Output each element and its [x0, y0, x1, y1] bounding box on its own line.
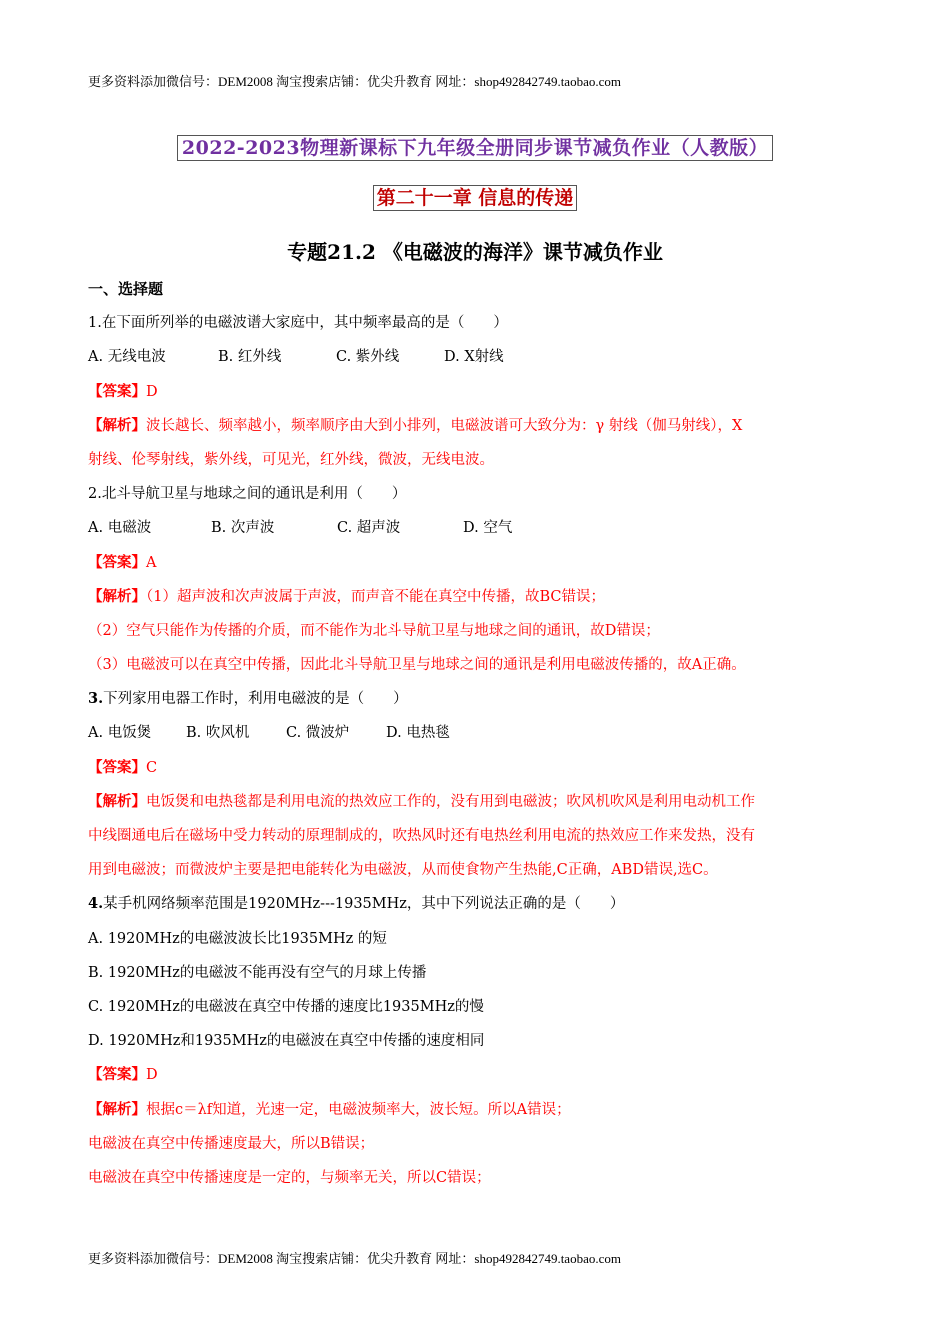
q1-option-a: A. 无线电波: [88, 349, 166, 366]
question-2-analysis-line: （2）空气只能作为传播的介质，而不能作为北斗导航卫星与地球之间的通讯，故D错误；: [88, 622, 660, 639]
q3-option-d: D. 电热毯: [386, 725, 450, 742]
topic-title: 专题21.2 《电磁波的海洋》课节减负作业: [287, 240, 663, 264]
question-2-analysis-line: [88, 580, 868, 614]
topic-title-row: [0, 236, 950, 265]
q1-option-b: B. 红外线: [218, 349, 282, 366]
section-heading: 一、选择题: [88, 280, 164, 298]
analysis-text: 波长越长、频率越小，频率顺序由大到小排列，电磁波谱可大致分为：γ 射线（伽马射线），X: [146, 417, 743, 434]
analysis-text: （1）超声波和次声波属于声波，而声音不能在真空中传播，故BC错误；: [146, 588, 605, 605]
question-2-stem: 2.北斗导航卫星与地球之间的通讯是利用（ ）: [88, 486, 407, 503]
answer-tag: 【答案】: [88, 382, 146, 400]
answer-value: D: [146, 383, 158, 400]
question-number: 4.: [88, 895, 104, 913]
question-2-options: [88, 511, 868, 545]
answer-tag: 【答案】: [88, 1066, 146, 1084]
series-title-row: [0, 135, 950, 161]
page-header: 更多资料添加微信号：DEM2008 淘宝搜索店铺：优尖升教育 网址：shop492842749.taobao.com: [88, 74, 621, 89]
question-3-options: [88, 716, 868, 750]
analysis-tag: 【解析】: [88, 1100, 146, 1118]
question-4-analysis-line: 电磁波在真空中传播速度是一定的，与频率无关，所以C错误；: [88, 1169, 491, 1186]
series-title: 2022-2023物理新课标下九年级全册同步课节减负作业（人教版）: [177, 135, 773, 161]
q3-option-a: A. 电饭煲: [88, 725, 152, 742]
q4-option-b: B. 1920MHz的电磁波不能再没有空气的月球上传播: [88, 964, 427, 981]
question-text: 某手机网络频率范围是1920MHz---1935MHz，其中下列说法正确的是（ ）: [103, 896, 625, 913]
chapter-title: 第二十一章 信息的传递: [373, 185, 578, 211]
analysis-text: 电饭煲和电热毯都是利用电流的热效应工作的，没有用到电磁波；吹风机吹风是利用电动机工作: [146, 793, 755, 810]
analysis-tag: 【解析】: [88, 587, 146, 605]
answer-value: A: [146, 554, 157, 571]
question-1-answer: [88, 375, 868, 409]
q3-option-c: C. 微波炉: [286, 725, 350, 742]
question-1-stem: 1.在下面所列举的电磁波谱大家庭中，其中频率最高的是（ ）: [88, 315, 508, 332]
question-4-stem: [88, 887, 868, 921]
answer-tag: 【答案】: [88, 758, 146, 776]
question-1-analysis-line: 射线、伦琴射线，紫外线，可见光，红外线，微波，无线电波。: [88, 451, 494, 468]
analysis-tag: 【解析】: [88, 416, 146, 434]
question-4-answer: [88, 1058, 868, 1092]
q4-option-c: C. 1920MHz的电磁波在真空中传播的速度比1935MHz的慢: [88, 998, 484, 1015]
chapter-title-row: [0, 185, 950, 211]
analysis-tag: 【解析】: [88, 792, 146, 810]
answer-tag: 【答案】: [88, 553, 146, 571]
page-footer: 更多资料添加微信号：DEM2008 淘宝搜索店铺：优尖升教育 网址：shop492842749.taobao.com: [88, 1251, 621, 1266]
document-body: [88, 272, 868, 1195]
q2-option-c: C. 超声波: [337, 520, 401, 537]
answer-value: D: [146, 1067, 158, 1084]
question-number: 3.: [88, 690, 104, 708]
q1-option-c: C. 紫外线: [336, 349, 400, 366]
analysis-text: 根据c＝λf知道，光速一定，电磁波频率大，波长短。所以A错误；: [146, 1101, 571, 1118]
question-3-analysis-line: [88, 785, 868, 819]
question-3-analysis-line: 用到电磁波；而微波炉主要是把电能转化为电磁波，从而使食物产生热能,C正确，ABD错误,选C。: [88, 862, 718, 879]
q2-option-a: A. 电磁波: [88, 520, 152, 537]
question-1-analysis-line: [88, 409, 868, 443]
q2-option-d: D. 空气: [463, 520, 513, 537]
question-3-answer: [88, 751, 868, 785]
question-4-analysis-line: 电磁波在真空中传播速度最大，所以B错误；: [88, 1135, 375, 1152]
question-1-options: [88, 340, 868, 374]
answer-value: C: [146, 759, 158, 776]
question-3-analysis-line: 中线圈通电后在磁场中受力转动的原理制成的，吹热风时还有电热丝利用电流的热效应工作来发热，没有: [88, 828, 755, 844]
question-2-answer: [88, 546, 868, 580]
q4-option-d: D. 1920MHz和1935MHz的电磁波在真空中传播的速度相同: [88, 1033, 485, 1050]
q4-option-a: A. 1920MHz的电磁波波长比1935MHz 的短: [88, 930, 387, 947]
q1-option-d: D. X射线: [444, 349, 504, 366]
question-4-analysis-line: [88, 1093, 868, 1127]
question-2-analysis-line: （3）电磁波可以在真空中传播，因此北斗导航卫星与地球之间的通讯是利用电磁波传播的，故A正确。: [88, 657, 746, 674]
q3-option-b: B. 吹风机: [186, 725, 250, 742]
question-text: 下列家用电器工作时，利用电磁波的是（ ）: [103, 691, 408, 708]
q2-option-b: B. 次声波: [211, 520, 275, 537]
question-3-stem: [88, 682, 868, 716]
